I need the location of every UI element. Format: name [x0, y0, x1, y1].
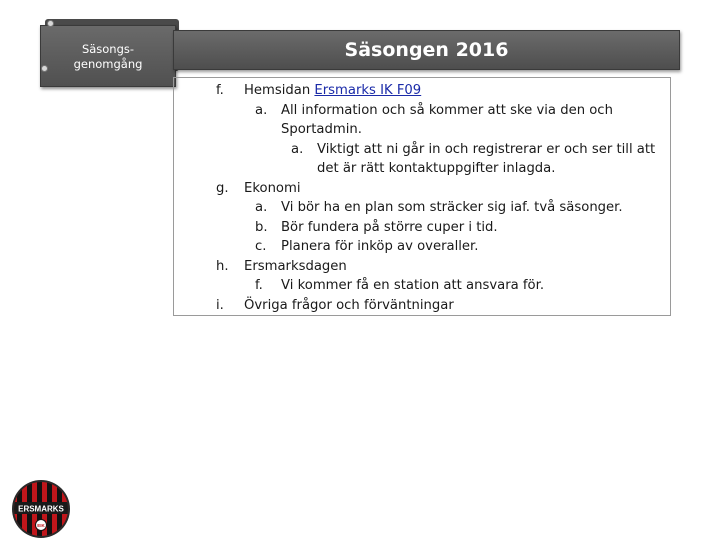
content-box: [173, 77, 671, 316]
list-item: [174, 179, 670, 199]
list-item-text: Bör fundera på större cuper i tid.: [281, 219, 498, 235]
logo-text: ERSMARKS: [18, 504, 64, 514]
list-item-text: det är rätt kontaktuppgifter inlagda.: [317, 161, 556, 176]
list-marker: a.: [291, 141, 304, 157]
club-logo: [11, 478, 71, 540]
tag-label-line2: genomgång: [73, 57, 143, 71]
list-marker: f.: [255, 278, 263, 293]
list-marker: g.: [216, 180, 229, 196]
team-link[interactable]: Ersmarks IK F09: [314, 83, 422, 98]
list-item-text: Vi kommer få en station att ansvara för.: [281, 278, 545, 293]
list-item-text: Planera för inköp av overaller.: [281, 239, 479, 254]
slide-title-text: Säsongen 2016: [344, 39, 509, 61]
list-item: [174, 81, 670, 101]
list-item-text: Övriga frågor och förväntningar: [244, 297, 454, 313]
list-marker: f.: [216, 83, 224, 98]
list-item: [174, 140, 670, 160]
pin-icon: [47, 20, 54, 27]
list-item-text: Vi bör ha en plan som sträcker sig iaf. två säsonger.: [281, 200, 623, 215]
list-item-text: Hemsidan: [244, 83, 315, 98]
list-marker: h.: [216, 258, 229, 274]
tag-label-line1: Säsongs-: [81, 42, 135, 56]
list-item-text: All information och så kommer att ske via den och: [281, 102, 613, 118]
section-tag: [40, 19, 182, 74]
list-marker: c.: [255, 239, 267, 254]
list-item: [174, 218, 670, 238]
list-marker: b.: [255, 219, 268, 235]
list-marker: a.: [255, 102, 268, 118]
list-item-text: Ekonomi: [244, 180, 301, 196]
list-item-text: Viktigt att ni går in och registrerar er och ser till att: [317, 141, 656, 157]
list-marker: a.: [255, 200, 268, 215]
list-marker: i.: [216, 297, 224, 313]
logo-monogram: EIK: [37, 523, 45, 529]
list-item: [174, 257, 670, 277]
list-item-continuation: [174, 159, 670, 179]
pin-icon: [41, 65, 48, 72]
list-item: [174, 198, 670, 218]
list-item-continuation: [174, 120, 670, 140]
tag-panel: [40, 25, 176, 87]
list-item: [174, 237, 670, 257]
list-item-text: Ersmarksdagen: [244, 258, 347, 274]
list-item-text: Sportadmin.: [281, 122, 362, 137]
list-item: [174, 276, 670, 296]
list-item: [174, 101, 670, 121]
list-item: [174, 296, 670, 316]
slide-title: [173, 30, 680, 70]
